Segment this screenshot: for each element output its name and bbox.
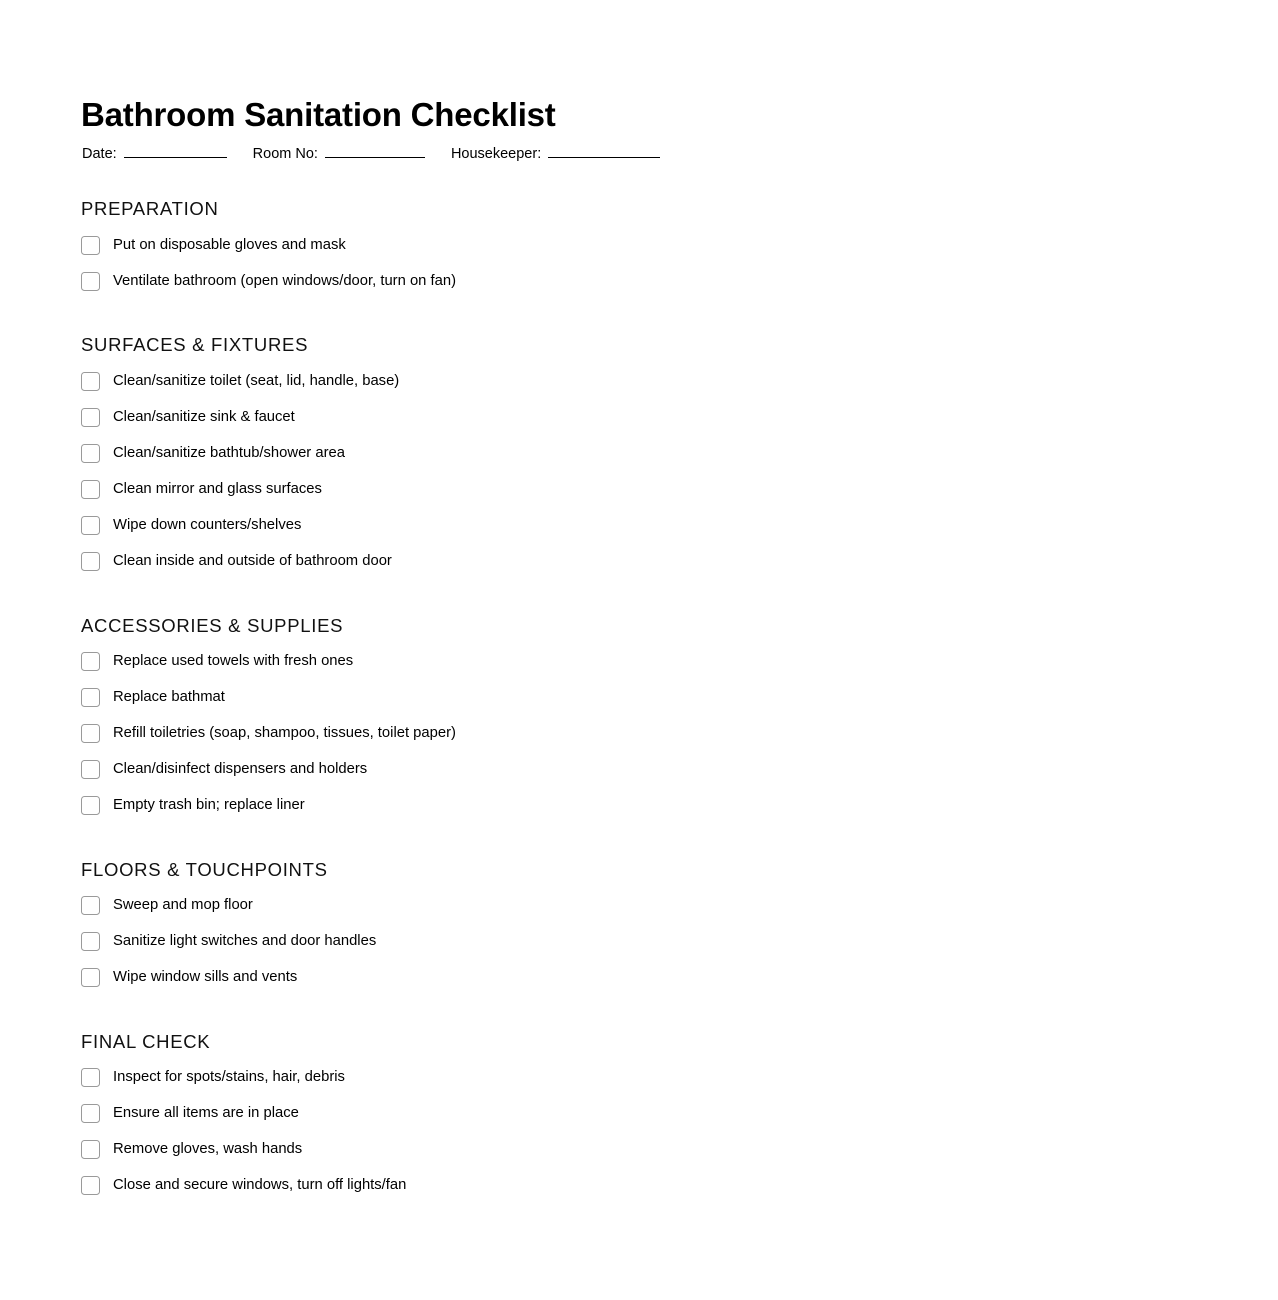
checklist-item[interactable] [81,1060,1198,1096]
date-input-blank[interactable] [124,144,227,158]
housekeeper-input-blank[interactable] [548,144,660,158]
checkbox-icon[interactable] [81,1068,100,1087]
checklist-item[interactable] [81,364,1198,400]
checkbox-icon[interactable] [81,796,100,815]
room-no-input-blank[interactable] [325,144,425,158]
room-no-label: Room No: [252,145,318,162]
checkbox-icon[interactable] [81,236,100,255]
checkbox-icon[interactable] [81,444,100,463]
checkbox-icon[interactable] [81,688,100,707]
checklist-item[interactable] [81,1168,1198,1204]
checklist-item[interactable] [81,788,1198,824]
checklist-item[interactable] [81,472,1198,508]
checklist-item-label: Empty trash bin; replace liner [113,796,305,813]
checklist-item-label: Replace used towels with fresh ones [113,652,354,669]
section-title-surfaces-fixtures: SURFACES & FIXTURES [81,334,309,356]
checkbox-icon[interactable] [81,760,100,779]
checklist-item[interactable] [81,644,1198,680]
checklist-item[interactable] [81,263,1198,299]
section-title-accessories-supplies: ACCESSORIES & SUPPLIES [81,614,344,636]
page-title: Bathroom Sanitation Checklist [81,96,556,133]
checklist-item-label: Clean/sanitize toilet (seat, lid, handle, base) [113,372,400,389]
checklist-items-final-check [81,1060,1198,1204]
checklist-item[interactable] [81,1132,1198,1168]
checkbox-icon[interactable] [81,1176,100,1195]
meta-field-date [82,144,227,163]
housekeeper-label: Housekeeper: [450,145,542,162]
checkbox-icon[interactable] [81,372,100,391]
checklist-item-label: Refill toiletries (soap, shampoo, tissues, toilet paper) [113,724,456,741]
meta-fields-row [82,144,1198,163]
meta-field-room-no [253,144,425,163]
checkbox-icon[interactable] [81,652,100,671]
checklist-item[interactable] [81,227,1198,263]
meta-field-housekeeper [451,144,660,163]
checklist-item[interactable] [81,752,1198,788]
checklist-item[interactable] [81,680,1198,716]
checklist-item-label: Remove gloves, wash hands [113,1141,303,1158]
checkbox-icon[interactable] [81,408,100,427]
checkbox-icon[interactable] [81,724,100,743]
checklist-item-label: Close and secure windows, turn off lights/fan [113,1177,407,1194]
checklist-item[interactable] [81,400,1198,436]
checklist-item[interactable] [81,716,1198,752]
checklist-item[interactable] [81,436,1198,472]
checklist-item[interactable] [81,1096,1198,1132]
checkbox-icon[interactable] [81,1140,100,1159]
section-floors-touchpoints [81,858,1198,996]
checklist-item[interactable] [81,924,1198,960]
checklist-item[interactable] [81,508,1198,544]
checkbox-icon[interactable] [81,896,100,915]
checklist-item-label: Replace bathmat [113,688,225,705]
checklist-item-label: Clean/disinfect dispensers and holders [113,760,368,777]
checklist-item-label: Wipe down counters/shelves [113,516,302,533]
checklist-item[interactable] [81,960,1198,996]
checkbox-icon[interactable] [81,480,100,499]
section-title-final-check: FINAL CHECK [81,1030,211,1052]
date-label: Date: [82,145,117,162]
section-final-check [81,1030,1198,1204]
checkbox-icon[interactable] [81,968,100,987]
checklist-item-label: Clean mirror and glass surfaces [113,480,322,497]
checklist-item-label: Put on disposable gloves and mask [113,236,346,253]
checklist-item[interactable] [81,888,1198,924]
section-title-preparation: PREPARATION [81,198,219,220]
checklist-item-label: Sweep and mop floor [113,896,253,913]
section-accessories-supplies [81,614,1198,824]
checklist-items-floors-touchpoints [81,888,1198,996]
checklist-item-label: Sanitize light switches and door handles [113,932,377,949]
checkbox-icon[interactable] [81,272,100,291]
checklist-item-label: Clean inside and outside of bathroom door [113,552,392,569]
checkbox-icon[interactable] [81,932,100,951]
checklist-item-label: Ventilate bathroom (open windows/door, turn on fan) [113,272,457,289]
section-title-floors-touchpoints: FLOORS & TOUCHPOINTS [81,858,328,880]
section-surfaces-fixtures [81,333,1198,579]
checklist-item[interactable] [81,544,1198,580]
checkbox-icon[interactable] [81,516,100,535]
checklist-item-label: Clean/sanitize sink & faucet [113,408,295,425]
checklist-items-preparation [81,227,1198,299]
checkbox-icon[interactable] [81,552,100,571]
checkbox-icon[interactable] [81,1104,100,1123]
checklist-items-accessories-supplies [81,644,1198,824]
section-preparation [81,197,1198,299]
checklist-item-label: Ensure all items are in place [113,1105,299,1122]
checklist-items-surfaces-fixtures [81,364,1198,580]
checklist-item-label: Clean/sanitize bathtub/shower area [113,444,345,461]
checklist-item-label: Wipe window sills and vents [113,968,298,985]
checklist-item-label: Inspect for spots/stains, hair, debris [113,1069,345,1086]
